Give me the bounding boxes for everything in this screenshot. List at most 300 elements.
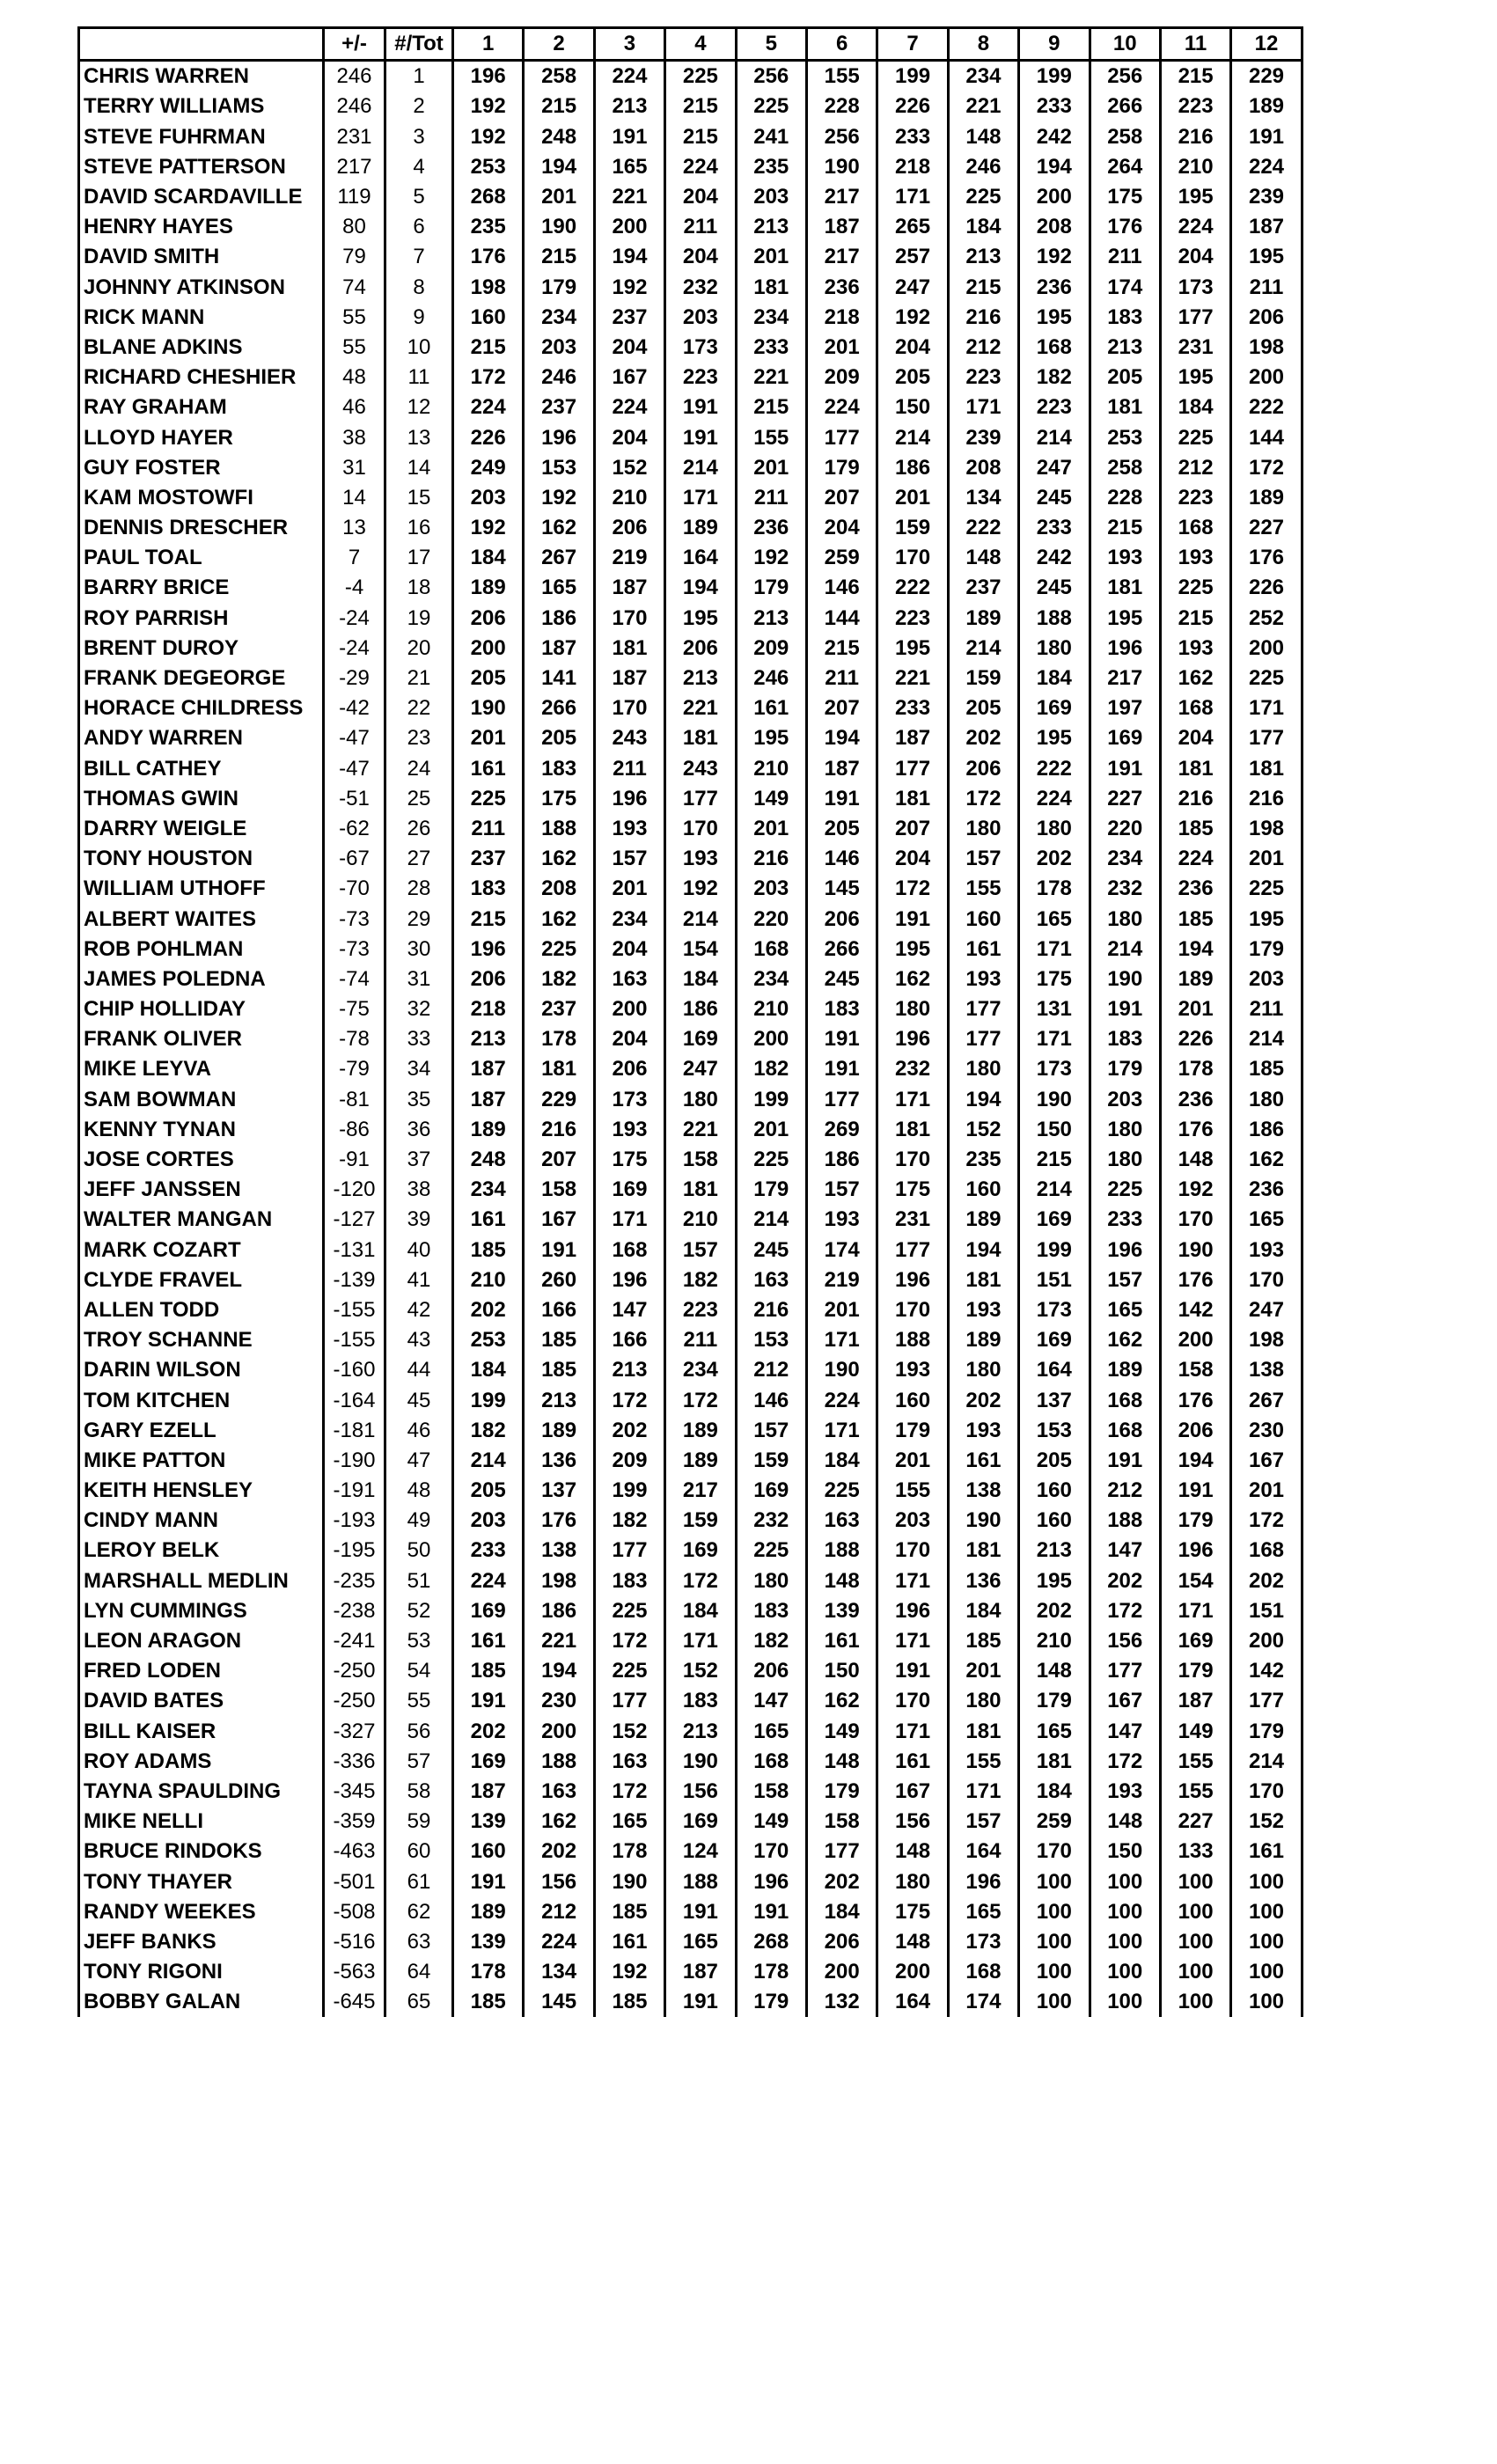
game-score-cell: 203 <box>736 182 806 212</box>
game-score-cell: 171 <box>877 1085 948 1115</box>
game-score-cell: 179 <box>1160 1506 1230 1536</box>
game-score-cell: 225 <box>736 92 806 121</box>
game-score-cell: 170 <box>877 1536 948 1566</box>
game-score-cell: 236 <box>1231 1175 1302 1205</box>
game-score-cell: 157 <box>948 1807 1018 1837</box>
game-score-cell: 193 <box>1231 1236 1302 1265</box>
rank-cell: 29 <box>385 904 453 934</box>
game-score-cell: 183 <box>736 1596 806 1626</box>
game-score-cell: 164 <box>948 1837 1018 1866</box>
plus-minus-cell: -70 <box>324 874 385 904</box>
rank-cell: 36 <box>385 1115 453 1145</box>
bowler-name: TAYNA SPAULDING <box>79 1777 324 1807</box>
game-score-cell: 194 <box>948 1085 1018 1115</box>
game-score-cell: 100 <box>1231 1897 1302 1927</box>
game-score-cell: 205 <box>1090 363 1160 392</box>
game-score-cell: 183 <box>594 1566 664 1596</box>
game-score-cell: 201 <box>806 333 877 363</box>
game-score-cell: 213 <box>736 212 806 242</box>
game-score-cell: 268 <box>736 1927 806 1957</box>
game-score-cell: 156 <box>524 1866 594 1896</box>
bowler-name: CINDY MANN <box>79 1506 324 1536</box>
game-score-cell: 224 <box>453 1566 524 1596</box>
game-score-cell: 168 <box>1160 513 1230 543</box>
game-score-cell: 190 <box>806 152 877 182</box>
table-row <box>79 1265 1303 1295</box>
game-score-cell: 188 <box>524 1747 594 1777</box>
game-score-cell: 162 <box>1231 1145 1302 1175</box>
game-score-cell: 200 <box>453 634 524 664</box>
game-score-cell: 237 <box>594 303 664 333</box>
game-score-cell: 149 <box>736 1807 806 1837</box>
game-score-cell: 192 <box>594 1957 664 1987</box>
game-score-cell: 204 <box>1160 242 1230 272</box>
game-score-cell: 165 <box>948 1897 1018 1927</box>
game-score-cell: 181 <box>594 634 664 664</box>
game-score-cell: 201 <box>736 814 806 844</box>
game-score-cell: 225 <box>1090 1175 1160 1205</box>
game-score-cell: 100 <box>1231 1957 1302 1987</box>
game-score-cell: 201 <box>1231 844 1302 874</box>
game-score-cell: 206 <box>736 1656 806 1686</box>
game-score-cell: 187 <box>594 664 664 693</box>
game-score-cell: 192 <box>524 483 594 513</box>
game-score-cell: 246 <box>524 363 594 392</box>
game-score-cell: 181 <box>1019 1747 1090 1777</box>
table-row <box>79 122 1303 152</box>
game-score-cell: 193 <box>948 1416 1018 1446</box>
plus-minus-cell: 7 <box>324 543 385 573</box>
game-score-cell: 160 <box>948 1175 1018 1205</box>
game-score-cell: 200 <box>594 994 664 1024</box>
game-score-cell: 173 <box>665 333 736 363</box>
rank-cell: 65 <box>385 1987 453 2017</box>
game-score-cell: 181 <box>1231 754 1302 784</box>
table-row <box>79 1054 1303 1084</box>
rank-cell: 39 <box>385 1205 453 1235</box>
bowler-name: ROY ADAMS <box>79 1747 324 1777</box>
game-score-cell: 215 <box>1160 61 1230 92</box>
table-row <box>79 1626 1303 1656</box>
plus-minus-cell: 79 <box>324 242 385 272</box>
game-score-cell: 187 <box>1160 1686 1230 1716</box>
game-score-cell: 201 <box>877 483 948 513</box>
game-score-cell: 216 <box>1160 122 1230 152</box>
game-score-cell: 195 <box>1019 1566 1090 1596</box>
game-score-cell: 170 <box>1160 1205 1230 1235</box>
bowler-name: FRANK DEGEORGE <box>79 664 324 693</box>
game-score-cell: 225 <box>736 1145 806 1175</box>
game-score-cell: 152 <box>948 1115 1018 1145</box>
game-score-cell: 168 <box>736 1747 806 1777</box>
plus-minus-cell: -250 <box>324 1686 385 1716</box>
game-score-cell: 174 <box>806 1236 877 1265</box>
game-score-cell: 100 <box>1160 1957 1230 1987</box>
game-score-cell: 232 <box>736 1506 806 1536</box>
game-score-cell: 161 <box>806 1626 877 1656</box>
game-score-cell: 217 <box>806 242 877 272</box>
bowler-name: KENNY TYNAN <box>79 1115 324 1145</box>
column-header-game-2: 2 <box>524 28 594 61</box>
game-score-cell: 243 <box>594 723 664 753</box>
game-score-cell: 236 <box>1019 273 1090 303</box>
game-score-cell: 100 <box>1019 1927 1090 1957</box>
bowler-name: DAVID SMITH <box>79 242 324 272</box>
plus-minus-cell: -120 <box>324 1175 385 1205</box>
game-score-cell: 191 <box>877 904 948 934</box>
game-score-cell: 213 <box>1019 1536 1090 1566</box>
game-score-cell: 217 <box>1090 664 1160 693</box>
game-score-cell: 196 <box>524 422 594 452</box>
table-row <box>79 604 1303 634</box>
bowler-name: PAUL TOAL <box>79 543 324 573</box>
plus-minus-cell: -29 <box>324 664 385 693</box>
bowler-name: WILLIAM UTHOFF <box>79 874 324 904</box>
game-score-cell: 198 <box>1231 1325 1302 1355</box>
game-score-cell: 158 <box>524 1175 594 1205</box>
game-score-cell: 205 <box>877 363 948 392</box>
game-score-cell: 194 <box>1160 935 1230 964</box>
game-score-cell: 214 <box>1231 1024 1302 1054</box>
game-score-cell: 207 <box>524 1145 594 1175</box>
game-score-cell: 203 <box>453 483 524 513</box>
plus-minus-cell: 217 <box>324 152 385 182</box>
rank-cell: 48 <box>385 1476 453 1506</box>
game-score-cell: 239 <box>1231 182 1302 212</box>
game-score-cell: 201 <box>594 874 664 904</box>
plus-minus-cell: -139 <box>324 1265 385 1295</box>
table-row <box>79 1536 1303 1566</box>
game-score-cell: 172 <box>877 874 948 904</box>
game-score-cell: 213 <box>453 1024 524 1054</box>
game-score-cell: 159 <box>877 513 948 543</box>
table-row <box>79 453 1303 483</box>
game-score-cell: 162 <box>1090 1325 1160 1355</box>
table-row <box>79 964 1303 994</box>
rank-cell: 1 <box>385 61 453 92</box>
game-score-cell: 215 <box>453 904 524 934</box>
table-row <box>79 152 1303 182</box>
game-score-cell: 185 <box>948 1626 1018 1656</box>
game-score-cell: 146 <box>736 1385 806 1415</box>
game-score-cell: 215 <box>948 273 1018 303</box>
game-score-cell: 181 <box>665 1175 736 1205</box>
game-score-cell: 162 <box>524 844 594 874</box>
game-score-cell: 232 <box>665 273 736 303</box>
table-row <box>79 1085 1303 1115</box>
game-score-cell: 221 <box>948 92 1018 121</box>
game-score-cell: 216 <box>1231 784 1302 814</box>
game-score-cell: 230 <box>524 1686 594 1716</box>
rank-cell: 31 <box>385 964 453 994</box>
game-score-cell: 189 <box>948 604 1018 634</box>
game-score-cell: 161 <box>453 1626 524 1656</box>
game-score-cell: 201 <box>877 1446 948 1476</box>
bowler-name: GARY EZELL <box>79 1416 324 1446</box>
game-score-cell: 228 <box>1090 483 1160 513</box>
game-score-cell: 208 <box>1019 212 1090 242</box>
game-score-cell: 137 <box>524 1476 594 1506</box>
game-score-cell: 133 <box>1160 1837 1230 1866</box>
game-score-cell: 187 <box>665 1957 736 1987</box>
game-score-cell: 180 <box>736 1566 806 1596</box>
game-score-cell: 214 <box>1019 422 1090 452</box>
game-score-cell: 180 <box>1090 1145 1160 1175</box>
game-score-cell: 214 <box>1090 935 1160 964</box>
game-score-cell: 194 <box>806 723 877 753</box>
game-score-cell: 187 <box>806 754 877 784</box>
bowler-name: JEFF BANKS <box>79 1927 324 1957</box>
game-score-cell: 211 <box>1090 242 1160 272</box>
game-score-cell: 190 <box>948 1506 1018 1536</box>
bowler-name: KEITH HENSLEY <box>79 1476 324 1506</box>
game-score-cell: 246 <box>948 152 1018 182</box>
bowler-name: MIKE LEYVA <box>79 1054 324 1084</box>
game-score-cell: 193 <box>594 814 664 844</box>
game-score-cell: 224 <box>1160 212 1230 242</box>
game-score-cell: 200 <box>877 1957 948 1987</box>
game-score-cell: 196 <box>1090 634 1160 664</box>
game-score-cell: 225 <box>594 1596 664 1626</box>
game-score-cell: 100 <box>1160 1987 1230 2017</box>
game-score-cell: 180 <box>665 1085 736 1115</box>
table-row <box>79 935 1303 964</box>
game-score-cell: 155 <box>806 61 877 92</box>
game-score-cell: 100 <box>1019 1866 1090 1896</box>
table-row <box>79 1927 1303 1957</box>
game-score-cell: 164 <box>665 543 736 573</box>
game-score-cell: 180 <box>948 814 1018 844</box>
bowler-name: BRENT DUROY <box>79 634 324 664</box>
bowler-name: BILL KAISER <box>79 1717 324 1747</box>
game-score-cell: 191 <box>665 1987 736 2017</box>
game-score-cell: 223 <box>1160 483 1230 513</box>
game-score-cell: 148 <box>1090 1807 1160 1837</box>
game-score-cell: 154 <box>1160 1566 1230 1596</box>
game-score-cell: 258 <box>524 61 594 92</box>
game-score-cell: 204 <box>594 422 664 452</box>
game-score-cell: 233 <box>453 1536 524 1566</box>
bowler-name: BARRY BRICE <box>79 573 324 603</box>
game-score-cell: 171 <box>806 1325 877 1355</box>
rank-cell: 62 <box>385 1897 453 1927</box>
game-score-cell: 178 <box>736 1957 806 1987</box>
game-score-cell: 152 <box>594 453 664 483</box>
game-score-cell: 200 <box>594 212 664 242</box>
game-score-cell: 189 <box>948 1325 1018 1355</box>
game-score-cell: 185 <box>524 1325 594 1355</box>
game-score-cell: 204 <box>594 333 664 363</box>
game-score-cell: 225 <box>594 1656 664 1686</box>
game-score-cell: 186 <box>806 1145 877 1175</box>
game-score-cell: 146 <box>806 844 877 874</box>
plus-minus-cell: -501 <box>324 1866 385 1896</box>
game-score-cell: 215 <box>665 92 736 121</box>
plus-minus-cell: -91 <box>324 1145 385 1175</box>
game-score-cell: 200 <box>524 1717 594 1747</box>
game-score-cell: 184 <box>948 1596 1018 1626</box>
game-score-cell: 192 <box>736 543 806 573</box>
game-score-cell: 191 <box>806 784 877 814</box>
game-score-cell: 221 <box>736 363 806 392</box>
game-score-cell: 217 <box>665 1476 736 1506</box>
plus-minus-cell: -131 <box>324 1236 385 1265</box>
game-score-cell: 221 <box>594 182 664 212</box>
game-score-cell: 170 <box>877 1686 948 1716</box>
game-score-cell: 245 <box>806 964 877 994</box>
game-score-cell: 190 <box>1019 1085 1090 1115</box>
game-score-cell: 148 <box>806 1566 877 1596</box>
game-score-cell: 226 <box>1231 573 1302 603</box>
rank-cell: 49 <box>385 1506 453 1536</box>
game-score-cell: 170 <box>594 693 664 723</box>
game-score-cell: 159 <box>948 664 1018 693</box>
game-score-cell: 155 <box>948 874 1018 904</box>
game-score-cell: 205 <box>1019 1446 1090 1476</box>
plus-minus-cell: 46 <box>324 392 385 422</box>
game-score-cell: 168 <box>1090 1385 1160 1415</box>
table-row <box>79 422 1303 452</box>
plus-minus-cell: -78 <box>324 1024 385 1054</box>
game-score-cell: 147 <box>736 1686 806 1716</box>
game-score-cell: 180 <box>948 1355 1018 1385</box>
game-score-cell: 160 <box>948 904 1018 934</box>
game-score-cell: 177 <box>665 784 736 814</box>
rank-cell: 17 <box>385 543 453 573</box>
game-score-cell: 189 <box>665 1416 736 1446</box>
game-score-cell: 237 <box>524 392 594 422</box>
game-score-cell: 185 <box>453 1987 524 2017</box>
game-score-cell: 192 <box>665 874 736 904</box>
rank-cell: 57 <box>385 1747 453 1777</box>
game-score-cell: 206 <box>948 754 1018 784</box>
game-score-cell: 169 <box>453 1747 524 1777</box>
game-score-cell: 100 <box>1160 1897 1230 1927</box>
game-score-cell: 234 <box>948 61 1018 92</box>
game-score-cell: 179 <box>1231 1717 1302 1747</box>
game-score-cell: 196 <box>1160 1536 1230 1566</box>
game-score-cell: 227 <box>1231 513 1302 543</box>
game-score-cell: 268 <box>453 182 524 212</box>
game-score-cell: 172 <box>594 1626 664 1656</box>
game-score-cell: 215 <box>1090 513 1160 543</box>
game-score-cell: 215 <box>524 242 594 272</box>
game-score-cell: 162 <box>524 1807 594 1837</box>
column-header-game-7: 7 <box>877 28 948 61</box>
game-score-cell: 152 <box>1231 1807 1302 1837</box>
game-score-cell: 170 <box>736 1837 806 1866</box>
game-score-cell: 179 <box>877 1416 948 1446</box>
game-score-cell: 187 <box>453 1777 524 1807</box>
game-score-cell: 182 <box>736 1054 806 1084</box>
game-score-cell: 177 <box>594 1536 664 1566</box>
game-score-cell: 100 <box>1090 1927 1160 1957</box>
game-score-cell: 225 <box>1160 573 1230 603</box>
game-score-cell: 224 <box>665 152 736 182</box>
table-row <box>79 1777 1303 1807</box>
game-score-cell: 226 <box>453 422 524 452</box>
game-score-cell: 253 <box>453 152 524 182</box>
bowler-name: DAVID SCARDAVILLE <box>79 182 324 212</box>
rank-cell: 27 <box>385 844 453 874</box>
game-score-cell: 171 <box>594 1205 664 1235</box>
game-score-cell: 149 <box>806 1717 877 1747</box>
game-score-cell: 226 <box>1160 1024 1230 1054</box>
plus-minus-cell: 55 <box>324 303 385 333</box>
game-score-cell: 189 <box>665 513 736 543</box>
game-score-cell: 188 <box>806 1536 877 1566</box>
game-score-cell: 132 <box>806 1987 877 2017</box>
rank-cell: 51 <box>385 1566 453 1596</box>
game-score-cell: 136 <box>524 1446 594 1476</box>
game-score-cell: 194 <box>1160 1446 1230 1476</box>
game-score-cell: 196 <box>877 1596 948 1626</box>
table-row <box>79 182 1303 212</box>
table-row <box>79 333 1303 363</box>
rank-cell: 35 <box>385 1085 453 1115</box>
rank-cell: 47 <box>385 1446 453 1476</box>
game-score-cell: 171 <box>665 1626 736 1656</box>
game-score-cell: 179 <box>806 453 877 483</box>
game-score-cell: 193 <box>948 1295 1018 1325</box>
game-score-cell: 180 <box>1090 904 1160 934</box>
table-row <box>79 1656 1303 1686</box>
game-score-cell: 233 <box>877 122 948 152</box>
game-score-cell: 180 <box>877 994 948 1024</box>
game-score-cell: 169 <box>594 1175 664 1205</box>
column-header-game-3: 3 <box>594 28 664 61</box>
game-score-cell: 215 <box>736 392 806 422</box>
game-score-cell: 195 <box>1019 723 1090 753</box>
game-score-cell: 191 <box>594 122 664 152</box>
game-score-cell: 180 <box>1019 634 1090 664</box>
game-score-cell: 191 <box>806 1054 877 1084</box>
game-score-cell: 201 <box>524 182 594 212</box>
game-score-cell: 174 <box>1090 273 1160 303</box>
game-score-cell: 194 <box>594 242 664 272</box>
game-score-cell: 225 <box>524 935 594 964</box>
rank-cell: 28 <box>385 874 453 904</box>
game-score-cell: 201 <box>736 242 806 272</box>
game-score-cell: 187 <box>594 573 664 603</box>
game-score-cell: 138 <box>1231 1355 1302 1385</box>
game-score-cell: 172 <box>594 1777 664 1807</box>
game-score-cell: 193 <box>665 844 736 874</box>
game-score-cell: 167 <box>524 1205 594 1235</box>
game-score-cell: 211 <box>665 1325 736 1355</box>
game-score-cell: 243 <box>665 754 736 784</box>
game-score-cell: 181 <box>877 1115 948 1145</box>
game-score-cell: 155 <box>1160 1777 1230 1807</box>
game-score-cell: 200 <box>1160 1325 1230 1355</box>
game-score-cell: 193 <box>806 1205 877 1235</box>
game-score-cell: 211 <box>1231 273 1302 303</box>
game-score-cell: 169 <box>665 1536 736 1566</box>
game-score-cell: 196 <box>877 1024 948 1054</box>
game-score-cell: 215 <box>1160 604 1230 634</box>
plus-minus-cell: -42 <box>324 693 385 723</box>
game-score-cell: 157 <box>736 1416 806 1446</box>
game-score-cell: 148 <box>1019 1656 1090 1686</box>
game-score-cell: 181 <box>948 1265 1018 1295</box>
game-score-cell: 186 <box>524 1596 594 1626</box>
game-score-cell: 177 <box>1231 1686 1302 1716</box>
game-score-cell: 181 <box>877 784 948 814</box>
table-row <box>79 784 1303 814</box>
rank-cell: 3 <box>385 122 453 152</box>
table-row <box>79 693 1303 723</box>
bowler-name: TERRY WILLIAMS <box>79 92 324 121</box>
